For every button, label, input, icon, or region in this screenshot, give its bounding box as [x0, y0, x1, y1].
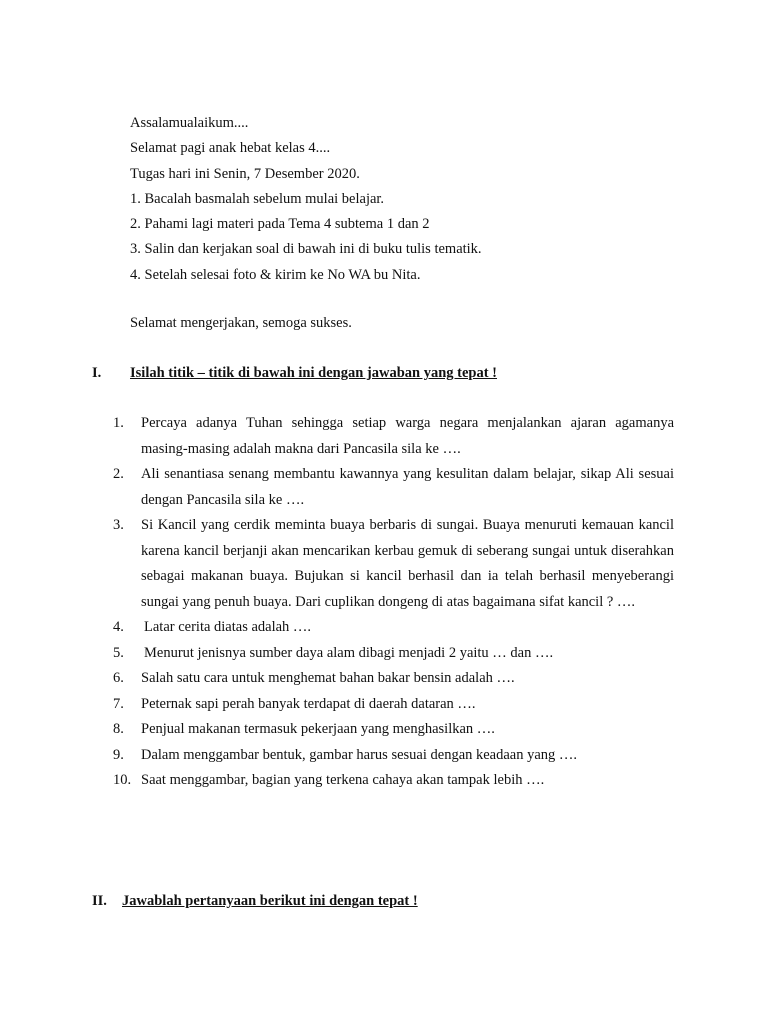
question-text: Latar cerita diatas adalah ….	[144, 619, 312, 635]
question-item	[113, 768, 674, 794]
question-number: 4.	[113, 619, 124, 635]
question-text: Si Kancil yang cerdik meminta buaya berbaris di sungai. Buaya menuruti kemauan kancil karena kancil berjanji akan mencarikan kerbau gemuk di seberang sungai untuk diserahkan sebagai makanan buaya. Bujukan si kancil berhasil dan ia telah berhasil menyeberangi sungai yang penuh buaya. Dari cuplikan dongeng di atas bagaimana sifat kancil ? ….	[141, 517, 674, 610]
question-item	[113, 692, 674, 718]
question-text: Dalam menggambar bentuk, gambar harus sesuai dengan keadaan yang ….	[141, 746, 578, 763]
question-item	[113, 411, 674, 462]
instruction-line: 3. Salin dan kerjakan soal di bawah ini di buku tulis tematik.	[130, 241, 482, 258]
question-text: Penjual makanan termasuk pekerjaan yang menghasilkan ….	[141, 721, 495, 737]
question-text: Peternak sapi perah banyak terdapat di daerah dataran ….	[141, 695, 476, 712]
greeting-line: Assalamualaikum....	[130, 115, 249, 131]
section-numeral: II.	[92, 893, 107, 909]
section-title: Isilah titik – titik di bawah ini dengan jawaban yang tepat !	[130, 365, 498, 381]
question-item	[113, 513, 674, 615]
section-title: Jawablah pertanyaan berikut ini dengan tepat !	[122, 893, 418, 909]
intro-block	[130, 111, 690, 288]
question-text: Percaya adanya Tuhan sehingga setiap warga negara menjalankan ajaran agamanya masing-masing adalah makna dari Pancasila sila ke ….	[141, 415, 674, 457]
question-list	[113, 411, 674, 794]
question-number: 7.	[113, 695, 124, 712]
instruction-line: 2. Pahami lagi materi pada Tema 4 subtema 1 dan 2	[130, 216, 430, 233]
question-number: 5.	[113, 644, 124, 661]
task-date-line: Tugas hari ini Senin, 7 Desember 2020.	[130, 165, 360, 182]
question-item	[113, 666, 674, 692]
question-item	[113, 743, 674, 769]
question-number: 3.	[113, 517, 124, 533]
question-number: 8.	[113, 721, 124, 737]
question-item	[113, 615, 674, 641]
instruction-line: 4. Setelah selesai foto & kirim ke No WA bu Nita.	[130, 266, 421, 283]
instruction-line: 1. Bacalah basmalah sebelum mulai belajar.	[130, 190, 385, 207]
question-text: Salah satu cara untuk menghemat bahan bakar bensin adalah ….	[141, 670, 515, 686]
question-text: Ali senantiasa senang membantu kawannya yang kesulitan dalam belajar, sikap Ali sesuai dengan Pancasila sila ke ….	[141, 466, 674, 508]
greeting-line: Selamat pagi anak hebat kelas 4....	[130, 140, 331, 157]
question-item	[113, 641, 674, 667]
question-number: 2.	[113, 466, 124, 482]
question-item	[113, 717, 674, 743]
closing-line: Selamat mengerjakan, semoga sukses.	[130, 315, 352, 331]
question-number: 9.	[113, 746, 124, 763]
question-number: 1.	[113, 415, 124, 431]
question-number: 6.	[113, 670, 124, 686]
question-item	[113, 462, 674, 513]
question-number: 10.	[113, 772, 132, 788]
question-text: Saat menggambar, bagian yang terkena cahaya akan tampak lebih ….	[141, 772, 545, 788]
question-text: Menurut jenisnya sumber daya alam dibagi menjadi 2 yaitu … dan ….	[144, 644, 554, 661]
section-numeral: I.	[92, 365, 102, 381]
